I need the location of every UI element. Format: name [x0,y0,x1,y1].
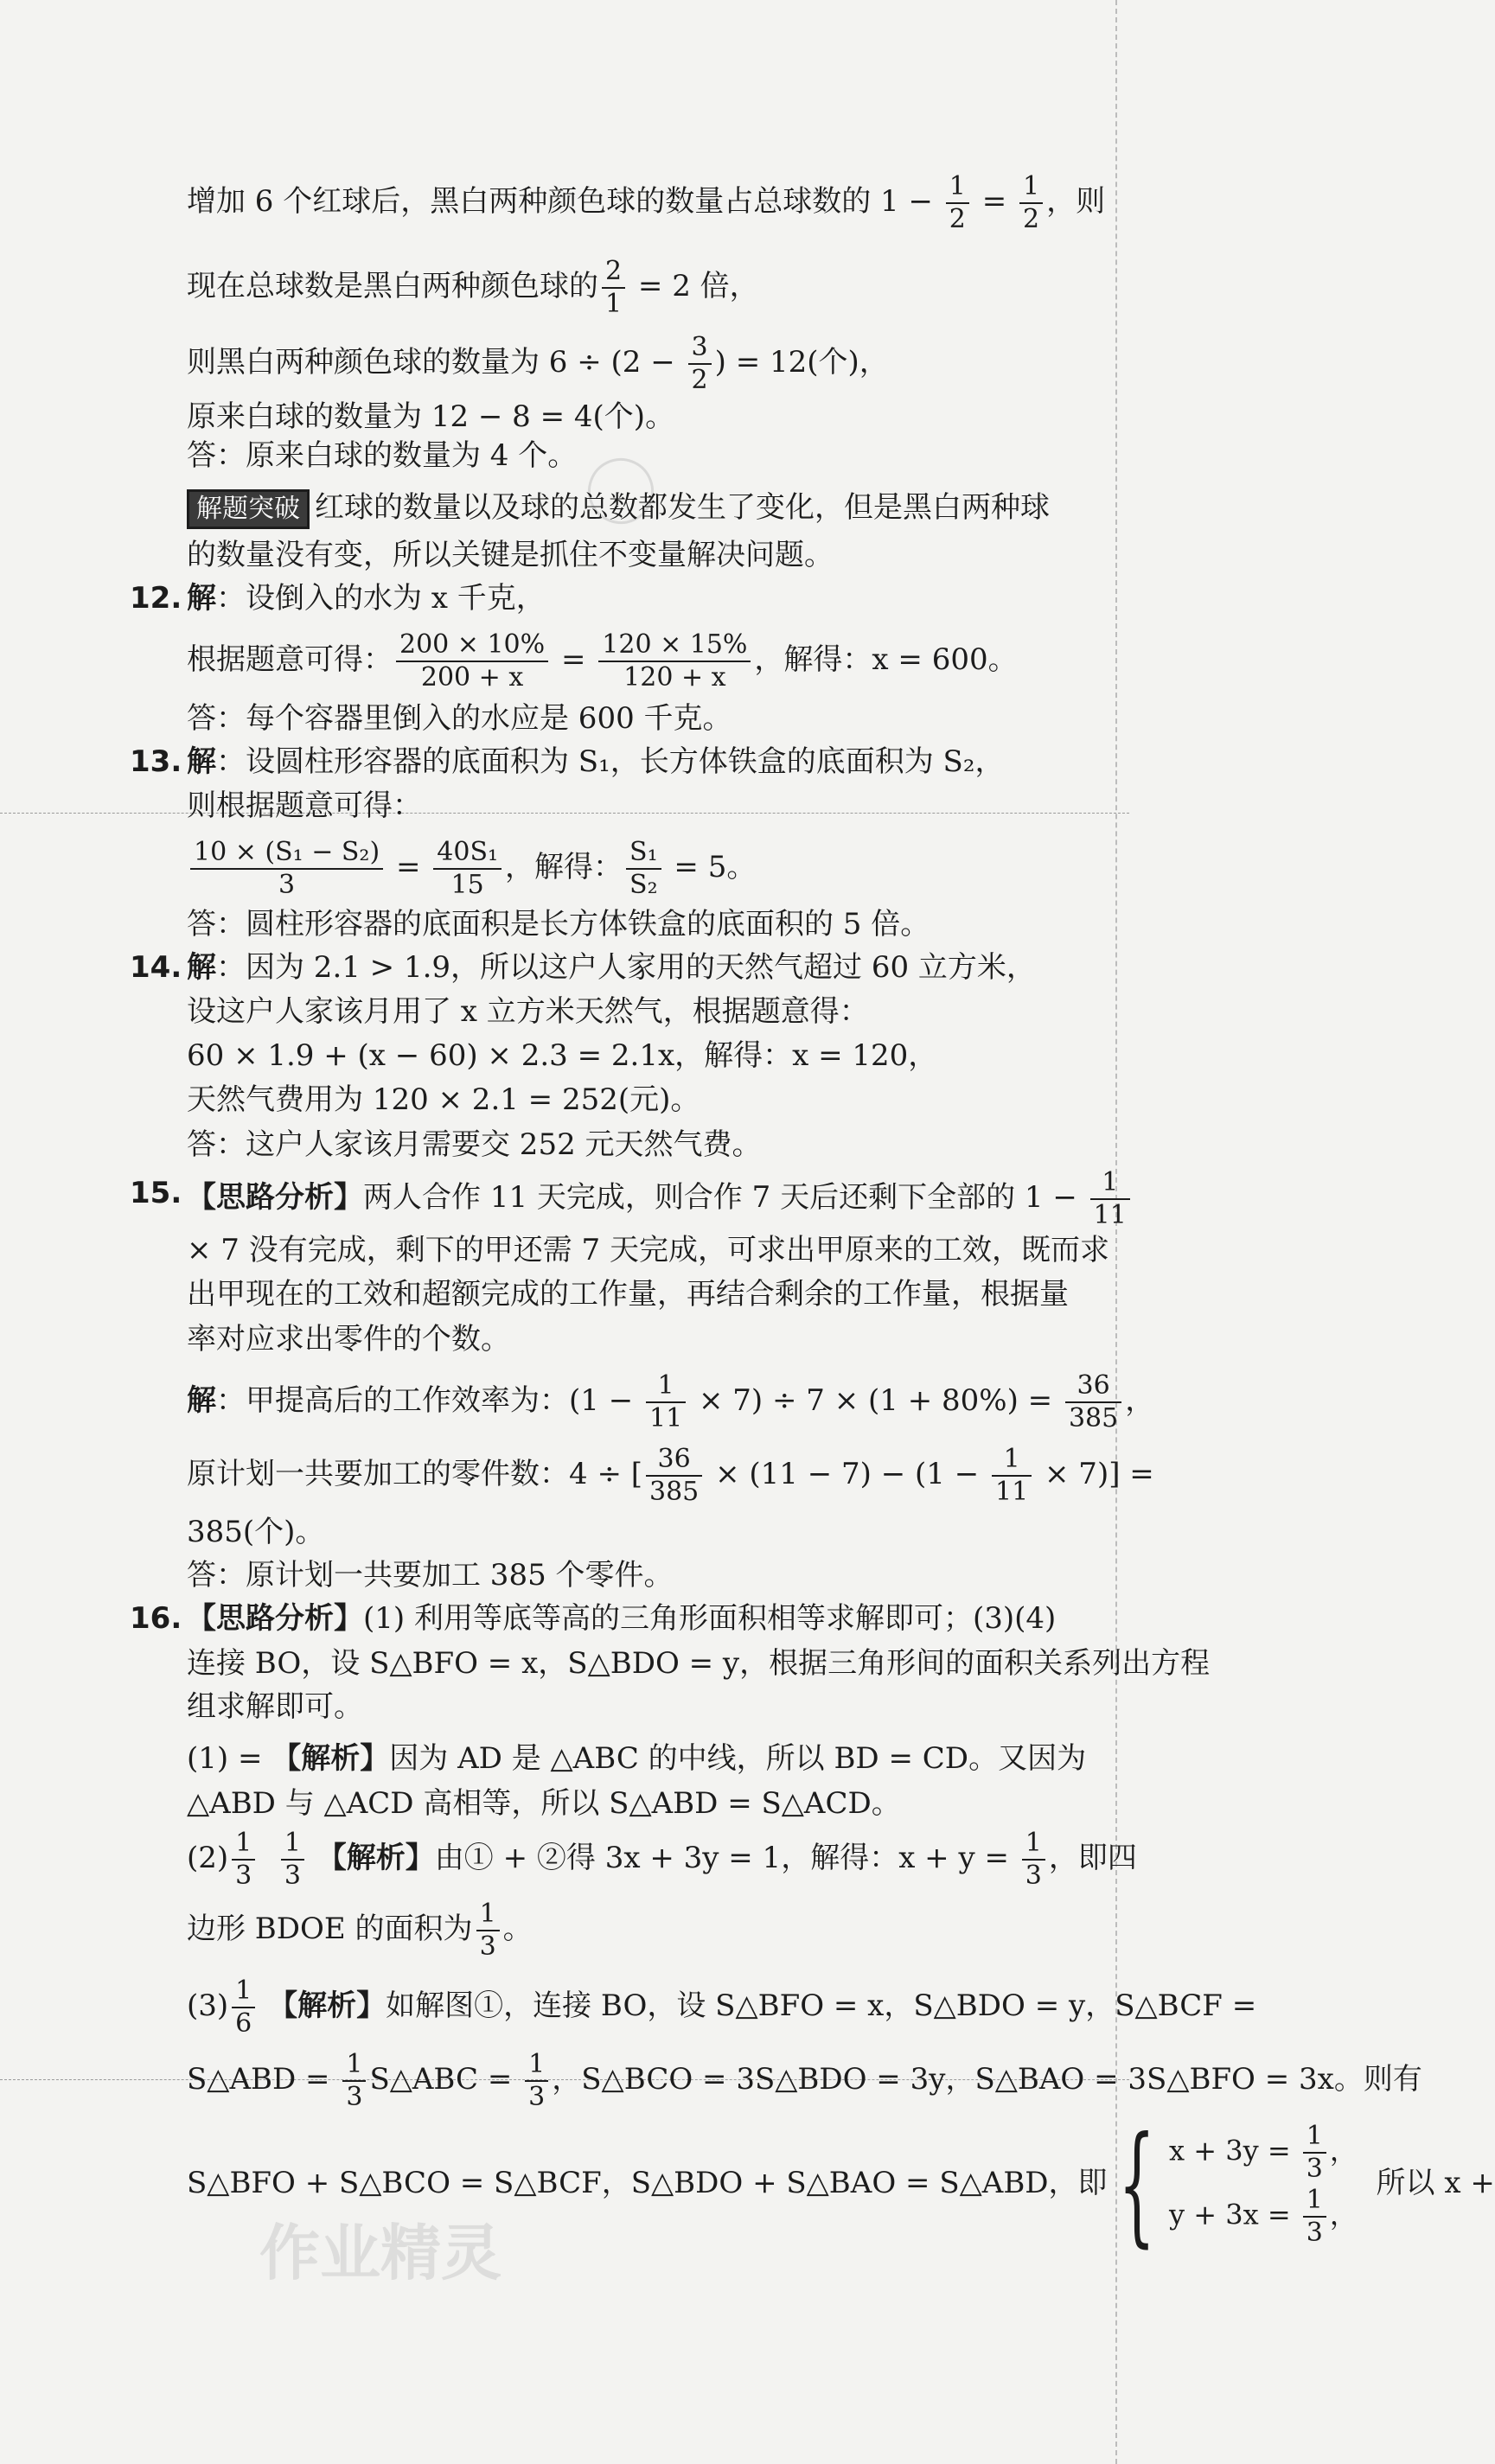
fraction: $\frac{1}{3}$ [476,1899,500,1963]
fraction: $\frac{1}{3}$ [1022,1828,1045,1892]
fraction: $\frac{1}{3}$ [281,1828,304,1892]
fraction: $\frac{1}{6}$ [232,1976,255,2040]
q12-line-3: 答：每个容器里倒入的水应是 600 千克。 [187,701,732,736]
watermark-text: 作业精灵 [259,2218,502,2288]
question-number-13: 13. [130,744,182,779]
fraction: $\frac{120 \times 15\%}{120 + x}$ [598,629,751,693]
line-4: 原来白球的数量为 12 − 8 = 4(个)。 [187,399,675,434]
q16-line-3: 组求解即可。 [187,1689,363,1724]
fraction: $\frac{200 \times 10\%}{200 + x}$ [396,629,548,693]
q16-line-9: S△ABD = $\frac{1}{3}$ S△ABC = $\frac{1}{3}$ ，S△BCO = 3S△BDO = 3y，S△BAO = 3S△BFO = 3x。则有 [187,2049,1422,2112]
fraction: $\frac{\text{10 × (S₁ − S₂)}}{3}$ [190,837,383,901]
q16-line-8: (3) $\frac{1}{6}$ 【解析】如解图①，连接 BO，设 S△BFO = x，S△BDO = y，S△BCF = [187,1976,1257,2039]
q16-line-2: 连接 BO，设 S△BFO = x，S△BDO = y，根据三角形间的面积关系列出方程 [187,1646,1211,1681]
fraction: $\frac{1}{3}$ [525,2049,548,2113]
equation-system: x + 3y = $\frac{1}{3}$ ， y + 3x = $\frac{1}{3}$ ， [1169,2121,1358,2248]
q13-line-3: $\frac{\text{10 × (S₁ − S₂)}}{3}$ = $\frac{\text{40S₁}}{15}$ ，解得： $\frac{\text{S₁}}{\text{S₂}}$ = 5。 [187,837,756,901]
fraction: $\frac{\text{S₁}}{\text{S₂}}$ [626,837,661,901]
q13-line-4: 答：圆柱形容器的底面积是长方体铁盒的底面积的 5 倍。 [187,907,930,942]
fraction: $\frac{1}{11}$ [646,1370,686,1434]
q13-line-2: 则根据题意可得： [187,788,422,823]
q15-line-5: 解：甲提高后的工作效率为：(1 − $\frac{1}{11}$ × 7) ÷ 7 × (1 + 80%) = $\frac{36}{385}$ ， [187,1370,1155,1433]
q16-line-6: (2) $\frac{1}{3}$ $\frac{1}{3}$ 【解析】由① + ②得 3x + 3y = 1，解得：x + y = $\frac{1}{3}$ ，即四 [187,1828,1137,1891]
line-6: 解题突破 红球的数量以及球的总数都发生了变化，但是黑白两种球 [187,487,1050,529]
question-number-16: 16. [130,1601,182,1636]
q14-line-1: 解：因为 2.1 > 1.9，所以这户人家用的天然气超过 60 立方米， [187,950,1036,985]
q15-line-2: × 7 没有完成，剩下的甲还需 7 天完成，可求出甲原来的工效，既而求 [187,1233,1109,1267]
q14-line-3: 60 × 1.9 + (x − 60) × 2.3 = 2.1x，解得：x = 120， [187,1038,938,1073]
q14-line-5: 答：这户人家该月需要交 252 元天然气费。 [187,1127,762,1162]
q16-line-7: 边形 BDOE 的面积为 $\frac{1}{3}$ 。 [187,1899,533,1962]
fraction: $\frac{1}{11}$ [992,1444,1032,1508]
fraction: $\frac{1}{3}$ [1303,2121,1326,2185]
q14-line-2: 设这户人家该月用了 x 立方米天然气，根据题意得： [187,994,869,1029]
q13-line-1: 解：设圆柱形容器的底面积为 S₁，长方体铁盒的底面积为 S₂， [187,744,1005,779]
fraction: $\frac{1}{3}$ [232,1828,255,1892]
fraction: $\frac{\text{40S₁}}{15}$ [433,837,502,901]
q15-line-4: 率对应求出零件的个数。 [187,1322,510,1356]
line-2: 现在总球数是黑白两种颜色球的 $\frac{2}{1}$ = 2 倍， [187,256,759,319]
question-number-14: 14. [130,950,182,985]
question-number-15: 15. [130,1176,182,1210]
fraction: $\frac{36}{385}$ [646,1444,702,1508]
q15-line-8: 答：原计划一共要加工 385 个零件。 [187,1558,674,1593]
fraction: $\frac{1}{11}$ [1090,1167,1130,1231]
fraction: $\frac{1}{3}$ [342,2049,366,2113]
line-3: 则黑白两种颜色球的数量为 6 ÷ (2 − $\frac{3}{2}$ ) = 12(个)， [187,332,889,395]
q15-line-6: 原计划一共要加工的零件数：4 ÷ [ $\frac{36}{385}$ × (11 − 7) − (1 − $\frac{1}{11}$ × 7)] = [187,1444,1154,1507]
q15-line-7: 385(个)。 [187,1515,325,1549]
q15-line-1: 【思路分析】两人合作 11 天完成，则合作 7 天后还剩下全部的 1 − $\frac{1}{11}$ [187,1167,1134,1231]
question-number-12: 12. [130,581,182,616]
equation-system-brace: { [1117,2110,1155,2260]
fraction: $\frac{2}{1}$ [602,256,625,320]
fraction: $\frac{36}{385}$ [1065,1370,1121,1434]
line-7: 的数量没有变，所以关键是抓住不变量解决问题。 [187,538,834,572]
fraction: $\frac{1}{3}$ [1303,2185,1326,2249]
q12-line-2: 根据题意可得： $\frac{200 \times 10\%}{200 + x}$ = $\frac{120 \times 15\%}{120 + x}$ ，解得：x = 600。 [187,629,1018,693]
q16-line-5: △ABD 与 △ACD 高相等，所以 S△ABD = S△ACD。 [187,1786,901,1821]
q16-line-4: (1) = 【解析】因为 AD 是 △ABC 的中线，所以 BD = CD。又因为 [187,1741,1087,1776]
fraction: $\frac{3}{2}$ [688,332,712,396]
q16-line-10: S△BFO + S△BCO = S△BCF，S△BDO + S△BAO = S△ABD，即{ x + 3y = $\frac{1}{3}$ ， y + 3x = $\frac{1}{3}$ ， 所以 x + [187,2110,1495,2260]
solution-breakthrough-badge: 解题突破 [187,489,310,529]
line-5: 答：原来白球的数量为 4 个。 [187,438,578,473]
q14-line-4: 天然气费用为 120 × 2.1 = 252(元)。 [187,1082,700,1117]
q12-line-1: 解：设倒入的水为 x 千克， [187,581,546,616]
cut-line-upper [0,813,1129,814]
q15-line-3: 出甲现在的工效和超额完成的工作量，再结合剩余的工作量，根据量 [187,1277,1069,1312]
fraction: $\frac{1}{2}$ [1019,171,1043,235]
q16-line-1: 【思路分析】(1) 利用等底等高的三角形面积相等求解即可；(3)(4) [187,1601,1057,1636]
line-1: 增加 6 个红球后，黑白两种颜色球的数量占总球数的 1 − $\frac{1}{2}$ = $\frac{1}{2}$ ，则 [187,171,1106,234]
fraction: $\frac{1}{2}$ [946,171,969,235]
